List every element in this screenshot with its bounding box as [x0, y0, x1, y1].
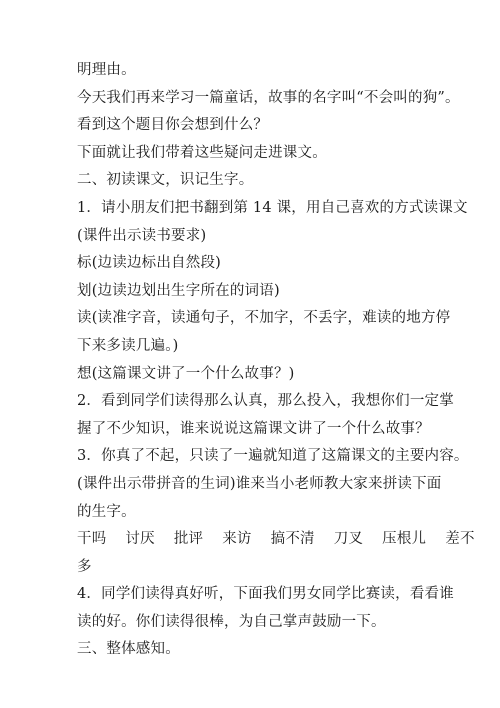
vocab-word: 差不 [445, 531, 475, 548]
text-line-9: 划(边读边划出生字所在的词语) [77, 282, 280, 299]
vocab-word: 干吗 [77, 531, 107, 548]
vocab-word: 批评 [173, 531, 204, 548]
text-line-6: 1．请小朋友们把书翻到第 14 课，用自己喜欢的方式读课文 [77, 199, 468, 216]
text-line-3: 看到这个题目你会想到什么？ [77, 117, 269, 134]
text-line-7: (课件出示读书要求) [77, 227, 207, 244]
vocab-word: 搞不清 [270, 531, 315, 548]
vocab-wrap: 多 [77, 558, 92, 575]
text-line-1: 明理由。 [77, 62, 136, 78]
section-heading-2: 二、初读课文，识记生字。 [77, 172, 254, 189]
vocab-word: 来访 [222, 531, 252, 548]
vocab-word: 压根儿 [382, 531, 427, 548]
text-line-17: 的生字。 [77, 503, 136, 520]
text-line-20: 4．同学们读得真好听，下面我们男女同学比赛读，看看谁 [77, 586, 454, 603]
text-line-14: 握了不少知识，谁来说说这篇课文讲了一个什么故事？ [77, 420, 430, 437]
vocabulary-list [77, 526, 475, 554]
text-line-12: 想(这篇课文讲了一个什么故事？) [77, 365, 295, 382]
text-line-13: 2．看到同学们读得那么认真，那么投入，我想你们一定掌 [77, 393, 454, 410]
text-line-21: 读的好。你们读得很棒，为自己掌声鼓励一下。 [77, 613, 386, 630]
text-line-8: 标(边读边标出自然段) [77, 255, 222, 272]
text-line-15: 3．你真了不起，只读了一遍就知道了这篇课文的主要内容。 [77, 448, 469, 465]
section-heading-3: 三、整体感知。 [77, 641, 180, 658]
vocab-word: 讨厌 [125, 531, 155, 548]
text-line-2: 今天我们再来学习一篇童话，故事的名字叫“不会叫的狗”。 [77, 89, 460, 106]
text-line-16: (课件出示带拼音的生词)谁来当小老师教大家来拼读下面 [77, 475, 442, 492]
vocab-word: 刀叉 [333, 531, 364, 548]
text-line-4: 下面就让我们带着这些疑问走进课文。 [77, 144, 327, 161]
text-line-10: 读(读准字音，读通句子，不加字，不丢字，难读的地方停 [77, 310, 451, 327]
text-line-11: 下来多读几遍。) [77, 337, 179, 354]
